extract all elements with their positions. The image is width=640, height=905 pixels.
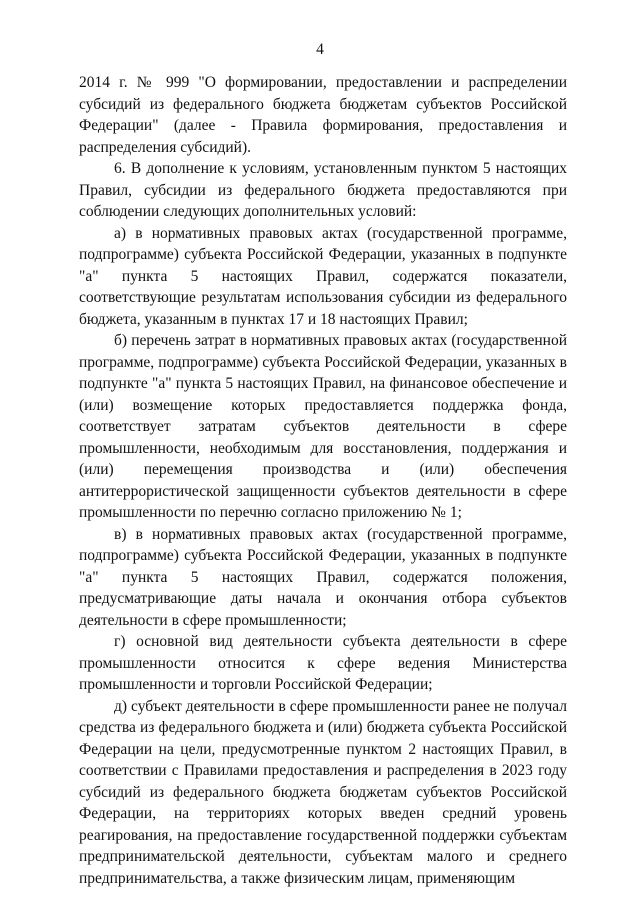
document-body (79, 72, 567, 889)
paragraph-clause-6: 6. В дополнение к условиям, установленным пунктом 5 настоящих Правил, субсидии из федерального бюджета предоставляются при соблюдении следующих дополнительных условий: (79, 160, 567, 220)
page-number: 4 (316, 41, 324, 58)
paragraph-continuation: 2014 г. № 999 "О формировании, предоставлении и распределении субсидий из федерального бюджета бюджетам субъектов Российской Федерации" (далее - Правила формирования, предоставления и распределения субсидий). (79, 74, 567, 156)
paragraph-subclause-d: д) субъект деятельности в сфере промышленности ранее не получал средства из федерального бюджета и (или) бюджета субъекта Российской Федерации на цели, предусмотренные пунктом 2 настоящих Правил, в соответствии с Правилами предоставления и распределения в 2023 году субсидий из федерального бюджета бюджетам субъектов Российской Федерации, на территориях которых введен средний уровень реагирования, на предоставление государственной поддержки субъектам предпринимательской деятельности, субъектам малого и среднего предпринимательства, а также физическим лицам, применяющим (79, 697, 567, 887)
paragraph-subclause-a: а) в нормативных правовых актах (государственной программе, подпрограмме) субъекта Российской Федерации, указанных в подпункте "а" пункта 5 настоящих Правил, содержатся показатели, соответствующие результатам использования субсидии из федерального бюджета, указанным в пунктах 17 и 18 настоящих Правил; (79, 224, 567, 328)
paragraph-subclause-g: г) основной вид деятельности субъекта деятельности в сфере промышленности относится к сфере ведения Министерства промышленности и торговли Российской Федерации; (79, 633, 567, 693)
paragraph-subclause-v: в) в нормативных правовых актах (государственной программе, подпрограмме) субъекта Российской Федерации, указанных в подпункте "а" пункта 5 настоящих Правил, содержатся положения, предусматривающие даты начала и окончания отбора субъектов деятельности в сфере промышленности; (79, 525, 567, 629)
paragraph-subclause-b: б) перечень затрат в нормативных правовых актах (государственной программе, подпрограмме) субъекта Российской Федерации, указанных в подпункте "а" пункта 5 настоящих Правил, на финансовое обеспечение и (или) возмещение которых предоставляется поддержка фонда, соответствует затратам субъектов деятельности в сфере промышленности, необходимым для восстановления, поддержания и (или) перемещения производства и (или) обеспечения антитеррористической защищенности субъектов деятельности в сфере промышленности по перечню согласно приложению № 1; (79, 332, 567, 521)
